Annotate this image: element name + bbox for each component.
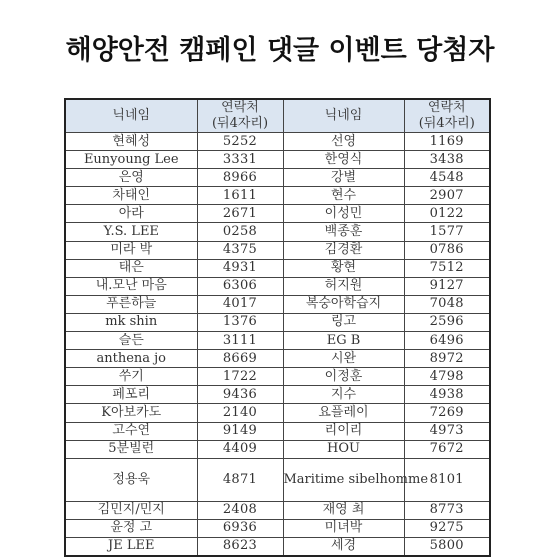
header-contact-sub: (뒤4자리) <box>418 116 475 131</box>
page-title: 해양안전 캠페인 댓글 이벤트 당첨자 <box>65 35 495 66</box>
nickname-cell: 고수연 <box>65 422 197 440</box>
contact-cell: 3331 <box>197 151 283 169</box>
contact-cell: 9436 <box>197 386 283 404</box>
table-row <box>65 241 490 259</box>
nickname-cell: 허지원 <box>283 277 404 295</box>
nickname-cell: K아보카도 <box>65 404 197 422</box>
table-row <box>65 404 490 422</box>
nickname-cell: 5분빌런 <box>65 440 197 458</box>
contact-cell: 0786 <box>404 241 490 259</box>
contact-cell: 7048 <box>404 295 490 313</box>
contact-cell: 1376 <box>197 313 283 331</box>
contact-cell: 2408 <box>197 501 283 519</box>
nickname-cell: 푸른하늘 <box>65 295 197 313</box>
nickname-cell: 복숭아학습지 <box>283 295 404 313</box>
table-row <box>65 169 490 187</box>
contact-cell: 3438 <box>404 151 490 169</box>
contact-cell: 2140 <box>197 404 283 422</box>
contact-cell: 6936 <box>197 519 283 537</box>
nickname-cell: 세경 <box>283 537 404 556</box>
nickname-cell: 현수 <box>283 187 404 205</box>
winners-table <box>64 98 491 557</box>
nickname-cell: 이정훈 <box>283 368 404 386</box>
nickname-cell: 재영 최 <box>283 501 404 519</box>
header-nickname-right: 닉네임 <box>283 99 404 133</box>
nickname-cell: 요플레이 <box>283 404 404 422</box>
nickname-cell: 쑤기 <box>65 368 197 386</box>
contact-cell: 4973 <box>404 422 490 440</box>
contact-cell: 6306 <box>197 277 283 295</box>
contact-cell: 4871 <box>197 458 283 501</box>
contact-cell: 4938 <box>404 386 490 404</box>
contact-cell: 5252 <box>197 133 283 151</box>
contact-cell: 8972 <box>404 350 490 368</box>
table-row <box>65 422 490 440</box>
contact-cell: 5800 <box>404 537 490 556</box>
nickname-cell: 이성민 <box>283 205 404 223</box>
contact-cell: 4548 <box>404 169 490 187</box>
contact-cell: 9275 <box>404 519 490 537</box>
contact-cell: 4409 <box>197 440 283 458</box>
table-row <box>65 440 490 458</box>
header-contact-left <box>197 99 283 133</box>
header-contact-sub: (뒤4자리) <box>211 116 269 131</box>
table-row <box>65 259 490 277</box>
contact-cell: 8966 <box>197 169 283 187</box>
contact-cell: 1577 <box>404 223 490 241</box>
table-row <box>65 223 490 241</box>
nickname-cell: Eunyoung Lee <box>65 151 197 169</box>
nickname-cell: Maritime sibelhomme <box>283 458 404 501</box>
nickname-cell: 시완 <box>283 350 404 368</box>
nickname-cell: 선영 <box>283 133 404 151</box>
header-contact-label: 연락처 <box>427 100 466 115</box>
header-contact-label: 연락처 <box>221 100 259 115</box>
table-row <box>65 133 490 151</box>
contact-cell: 1722 <box>197 368 283 386</box>
nickname-cell: 황현 <box>283 259 404 277</box>
contact-cell: 8101 <box>404 458 490 501</box>
nickname-cell: 리이리 <box>283 422 404 440</box>
nickname-cell: 태은 <box>65 259 197 277</box>
contact-cell: 4931 <box>197 259 283 277</box>
header-nickname-left: 닉네임 <box>65 99 197 133</box>
contact-cell: 9127 <box>404 277 490 295</box>
contact-cell: 4017 <box>197 295 283 313</box>
nickname-cell: 아라 <box>65 205 197 223</box>
table-row <box>65 205 490 223</box>
table-row <box>65 458 490 501</box>
contact-cell: 2907 <box>404 187 490 205</box>
table-row <box>65 350 490 368</box>
table-row <box>65 313 490 331</box>
table-row <box>65 187 490 205</box>
nickname-cell: HOU <box>283 440 404 458</box>
contact-cell: 7512 <box>404 259 490 277</box>
nickname-cell: 백종훈 <box>283 223 404 241</box>
nickname-cell: 차태인 <box>65 187 197 205</box>
contact-cell: 2596 <box>404 313 490 331</box>
header-contact-right <box>404 99 490 133</box>
table-row <box>65 519 490 537</box>
nickname-cell: Y.S. LEE <box>65 223 197 241</box>
contact-cell: 0122 <box>404 205 490 223</box>
nickname-cell: 한영식 <box>283 151 404 169</box>
contact-cell: 4375 <box>197 241 283 259</box>
contact-cell: 9149 <box>197 422 283 440</box>
nickname-cell: 정용욱 <box>65 458 197 501</box>
nickname-cell: 내.모난 마음 <box>65 277 197 295</box>
contact-cell: 3111 <box>197 332 283 350</box>
nickname-cell: 김경환 <box>283 241 404 259</box>
table-header-row <box>65 99 490 133</box>
table-row <box>65 277 490 295</box>
nickname-cell: 슬든 <box>65 332 197 350</box>
contact-cell: 6496 <box>404 332 490 350</box>
contact-cell: 8623 <box>197 537 283 556</box>
nickname-cell: mk shin <box>65 313 197 331</box>
table-row <box>65 332 490 350</box>
nickname-cell: 은영 <box>65 169 197 187</box>
table-row <box>65 386 490 404</box>
contact-cell: 0258 <box>197 223 283 241</box>
contact-cell: 8669 <box>197 350 283 368</box>
nickname-cell: 김민지/민지 <box>65 501 197 519</box>
table-row <box>65 368 490 386</box>
nickname-cell: JE LEE <box>65 537 197 556</box>
nickname-cell: 윤정 고 <box>65 519 197 537</box>
nickname-cell: anthena jo <box>65 350 197 368</box>
nickname-cell: 페포리 <box>65 386 197 404</box>
contact-cell: 8773 <box>404 501 490 519</box>
contact-cell: 7269 <box>404 404 490 422</box>
table-row <box>65 295 490 313</box>
table-row <box>65 151 490 169</box>
contact-cell: 2671 <box>197 205 283 223</box>
contact-cell: 1169 <box>404 133 490 151</box>
contact-cell: 1611 <box>197 187 283 205</box>
nickname-cell: 지수 <box>283 386 404 404</box>
contact-cell: 4798 <box>404 368 490 386</box>
table-row <box>65 537 490 556</box>
nickname-cell: EG B <box>283 332 404 350</box>
nickname-cell: 미녀박 <box>283 519 404 537</box>
nickname-cell: 링고 <box>283 313 404 331</box>
contact-cell: 7672 <box>404 440 490 458</box>
nickname-cell: 강별 <box>283 169 404 187</box>
table-row <box>65 501 490 519</box>
nickname-cell: 현혜성 <box>65 133 197 151</box>
nickname-cell: 미라 박 <box>65 241 197 259</box>
